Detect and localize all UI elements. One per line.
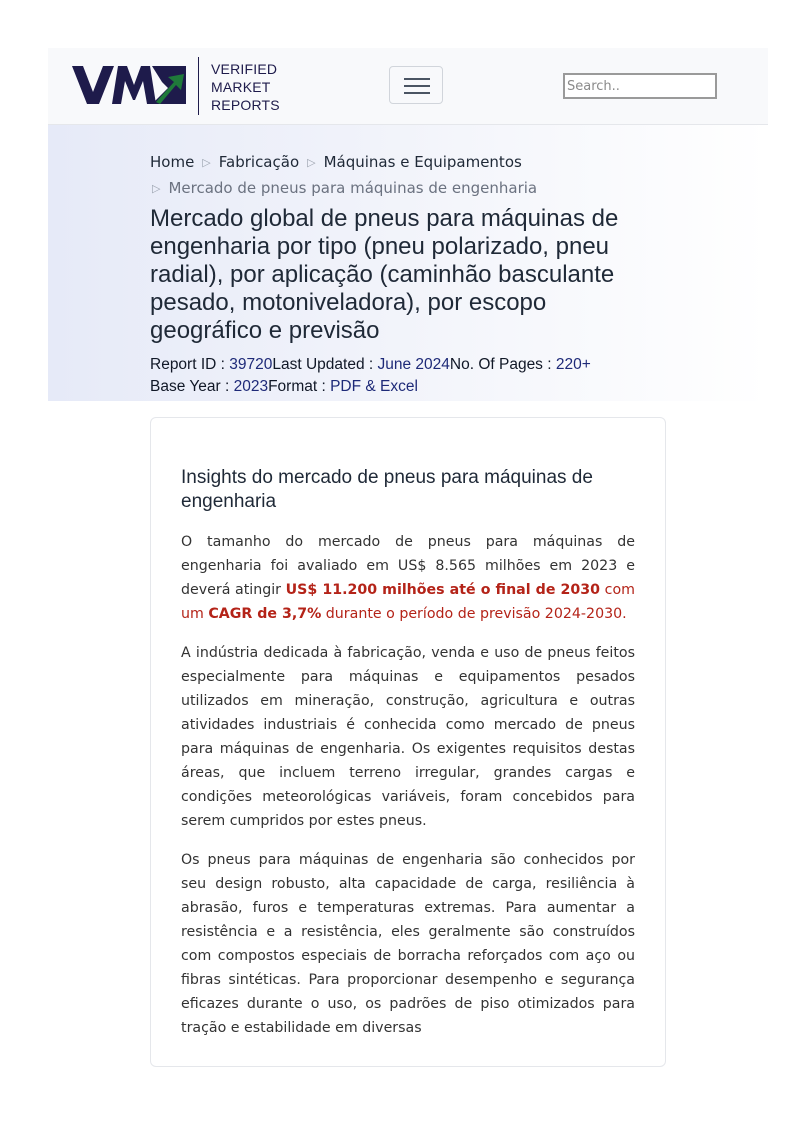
breadcrumb-maquinas[interactable]: Máquinas e Equipamentos — [323, 153, 522, 171]
report-meta-row-1 — [150, 354, 630, 376]
insights-p1-mid: com um — [181, 582, 635, 622]
insights-p1-end: durante o período de previsão 2024-2030. — [321, 606, 627, 622]
insights-paragraph-2: A indústria dedicada à fabricação, venda e uso de pneus feitos especialmente para máquinas e equipamentos pesados utilizados em mineração, construção, agricultura e outras atividades industriais é conhecida como mercado de pneus para máquinas de engenharia. Os exigentes requisitos destas áreas, que incluem terreno irregular, grandes cargas e condições meteorológicas variáveis, foram concebidos para serem cumpridos por estes pneus. — [181, 645, 635, 829]
cagr-value: CAGR de 3,7% — [208, 606, 322, 622]
logo-divider — [198, 57, 199, 115]
vmr-logo-mark-icon — [72, 66, 186, 106]
breadcrumb-fabricacao[interactable]: Fabricação — [218, 153, 300, 171]
breadcrumb — [150, 150, 670, 202]
last-updated-value: June 2024 — [377, 356, 450, 373]
last-updated-label: Last Updated : — [272, 356, 378, 373]
search-input[interactable] — [563, 73, 717, 99]
breadcrumb-chevron-icon: ▷ — [307, 156, 316, 169]
breadcrumb-current-row — [150, 176, 670, 202]
report-meta — [150, 354, 630, 398]
brand-line-2: MARKET — [211, 79, 271, 95]
report-id-label: Report ID : — [150, 356, 230, 373]
insights-card — [150, 417, 666, 1067]
vmr-logo[interactable] — [72, 66, 186, 106]
brand-line-1: VERIFIED — [211, 61, 278, 77]
insights-paragraph-3: Os pneus para máquinas de engenharia são conhecidos por seu design robusto, alta capacidade de carga, resiliência à abrasão, furos e temperaturas extremas. Para aumentar a resistência e a resistência, eles geralmente são construídos com compostos especiais de borracha reforçados com aço ou fibras sintéticas. Para proporcionar desempenho e segurança eficazes durante o uso, os padrões de piso otimizados para tração e estabilidade em diversas — [181, 852, 635, 1036]
site-header — [48, 48, 768, 125]
breadcrumb-chevron-icon: ▷ — [202, 156, 211, 169]
pages-value: 220+ — [555, 356, 591, 373]
pages-label: No. Of Pages : — [449, 356, 556, 373]
insights-p1-start: O tamanho do mercado de pneus para máquinas de engenharia foi avaliado em US$ 8.565 milhões em 2023 e deverá atingir — [181, 534, 635, 598]
breadcrumb-home[interactable]: Home — [150, 153, 195, 171]
report-id-value: 39720 — [229, 356, 273, 373]
breadcrumb-chevron-icon: ▷ — [152, 182, 161, 195]
menu-toggle-button[interactable] — [389, 66, 443, 104]
brand-line-3: REPORTS — [211, 97, 280, 113]
format-value: PDF & Excel — [330, 378, 418, 395]
report-meta-row-2 — [150, 376, 630, 398]
brand-name — [211, 60, 280, 114]
base-year-value: 2023 — [233, 378, 269, 395]
insights-heading: Insights do mercado de pneus para máquinas de engenharia — [181, 467, 593, 512]
market-value-2030: US$ 11.200 milhões até o final de 2030 — [285, 582, 601, 598]
format-label: Format : — [268, 378, 331, 395]
breadcrumb-current: Mercado de pneus para máquinas de engenharia — [168, 179, 538, 197]
insights-paragraph-1 — [181, 530, 635, 626]
hamburger-icon — [404, 77, 430, 95]
page-title: Mercado global de pneus para máquinas de engenharia por tipo (pneu polarizado, pneu radial), por aplicação (caminhão basculante pesado, motoniveladora), por escopo geográfico e previsão — [150, 205, 619, 344]
base-year-label: Base Year : — [150, 378, 234, 395]
insights-body — [181, 530, 635, 1055]
